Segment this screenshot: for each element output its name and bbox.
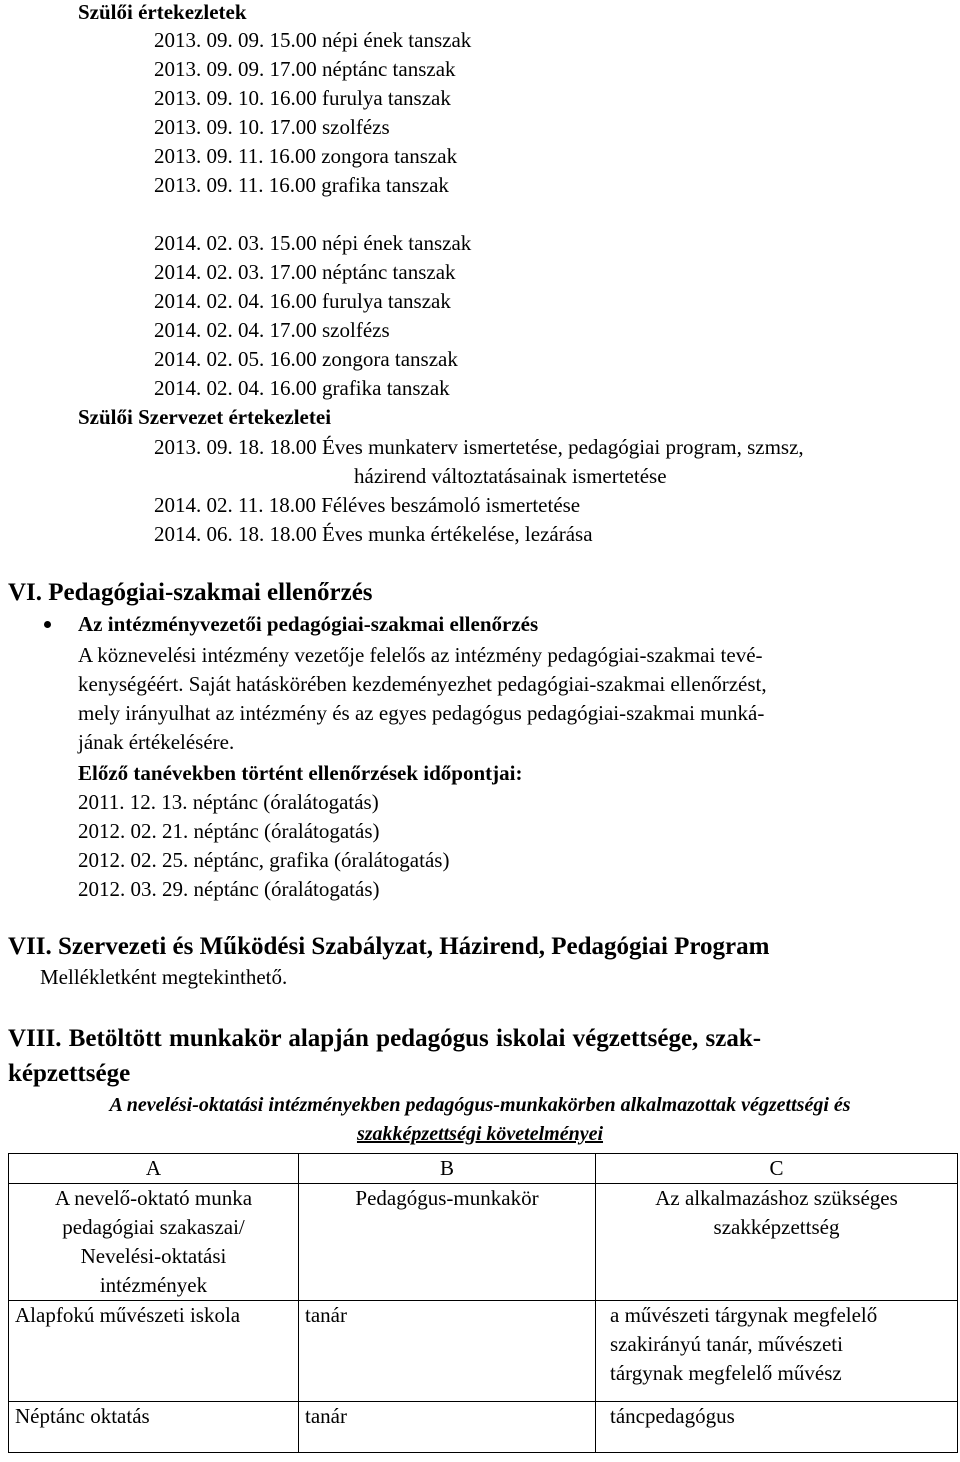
section-8-heading: VIII. Betöltött munkakör alapján pedagógus iskolai végzettsége, szak-: [8, 1025, 762, 1052]
table-cell: [299, 1184, 596, 1301]
list-item: 2013. 09. 11. 16.00 zongora tanszak: [154, 144, 458, 168]
cell-line: Az alkalmazáshoz szükséges: [655, 1186, 898, 1210]
list-item: 2012. 02. 21. néptánc (óralátogatás): [78, 819, 380, 843]
cell-line: tárgynak megfelelő művész: [610, 1361, 842, 1385]
cell-line: intézmények: [99, 1273, 208, 1297]
column-header-b: B: [299, 1154, 596, 1184]
list-item: 2013. 09. 09. 17.00 néptánc tanszak: [154, 57, 456, 81]
list-item: 2014. 02. 04. 16.00 grafika tanszak: [154, 376, 450, 400]
cell-line: Pedagógus-munkakör: [355, 1186, 539, 1210]
cell-line: táncpedagógus: [610, 1404, 735, 1428]
table-header-row: [9, 1154, 958, 1184]
list-item: 2013. 09. 09. 15.00 népi ének tanszak: [154, 28, 472, 52]
table-cell: [596, 1301, 958, 1402]
parent-organization-title: Szülői Szervezet értekezletei: [78, 405, 332, 429]
list-item: 2014. 02. 03. 17.00 néptánc tanszak: [154, 260, 456, 284]
section-7-text: Mellékletként megtekinthető.: [40, 965, 288, 989]
cell-line: szakirányú tanár, művészeti: [610, 1332, 843, 1356]
section-8-heading-continuation: képzettsége: [8, 1060, 131, 1087]
table-row: [9, 1184, 958, 1301]
table-cell: [299, 1301, 596, 1402]
list-item: 2013. 09. 11. 16.00 grafika tanszak: [154, 173, 449, 197]
list-item: 2013. 09. 10. 16.00 furulya tanszak: [154, 86, 451, 110]
column-header-c: C: [596, 1154, 958, 1184]
requirements-subtitle-continuation: szakképzettségi követelményei: [356, 1123, 604, 1145]
table-cell: [596, 1402, 958, 1453]
cell-line: tanár: [305, 1303, 347, 1327]
paragraph-line: A köznevelési intézmény vezetője felelős az intézmény pedagógiai-szakmai tevé-: [78, 643, 763, 667]
parent-meetings-title: Szülői értekezletek: [78, 0, 247, 24]
list-item: 2012. 02. 25. néptánc, grafika (óralátogatás): [78, 848, 450, 872]
previous-inspections-title: Előző tanévekben történt ellenőrzések időpontjai:: [78, 761, 523, 785]
list-item: 2014. 02. 05. 16.00 zongora tanszak: [154, 347, 458, 371]
organization-item: 2013. 09. 18. 18.00 Éves munkaterv ismertetése, pedagógiai program, szmsz,: [154, 435, 804, 459]
cell-line: Nevelési-oktatási: [80, 1244, 227, 1268]
list-item: 2013. 09. 10. 17.00 szolfézs: [154, 115, 390, 139]
cell-line: A nevelő-oktató munka: [54, 1186, 253, 1210]
list-item: 2014. 02. 04. 16.00 furulya tanszak: [154, 289, 451, 313]
bullet-icon: [44, 621, 51, 628]
table-cell: [299, 1402, 596, 1453]
paragraph-line: mely irányulhat az intézmény és az egyes pedagógus pedagógiai-szakmai munká-: [78, 701, 765, 725]
organization-item-continuation: házirend változtatásainak ismertetése: [354, 464, 667, 488]
list-item: 2014. 02. 03. 15.00 népi ének tanszak: [154, 231, 472, 255]
paragraph-line: jának értékelésére.: [78, 730, 235, 754]
list-item: 2012. 03. 29. néptánc (óralátogatás): [78, 877, 380, 901]
organization-item: 2014. 06. 18. 18.00 Éves munka értékelése, lezárása: [154, 522, 593, 546]
section-7-heading: VII. Szervezeti és Működési Szabályzat, Házirend, Pedagógiai Program: [8, 933, 770, 960]
table-cell: [9, 1402, 299, 1453]
cell-line: a művészeti tárgynak megfelelő: [610, 1303, 878, 1327]
cell-line: Alapfokú művészeti iskola: [15, 1303, 241, 1327]
section-6-bullet-title: Az intézményvezetői pedagógiai-szakmai ellenőrzés: [78, 612, 539, 636]
table-cell: [596, 1184, 958, 1301]
cell-line: Néptánc oktatás: [15, 1404, 150, 1428]
requirements-subtitle: A nevelési-oktatási intézményekben pedagógus-munkakörben alkalmazottak végzettségi és: [109, 1094, 851, 1116]
table-row: [9, 1402, 958, 1453]
requirements-table: [8, 1153, 958, 1453]
table-cell: [9, 1184, 299, 1301]
organization-item: 2014. 02. 11. 18.00 Féléves beszámoló ismertetése: [154, 493, 581, 517]
list-item: 2011. 12. 13. néptánc (óralátogatás): [78, 790, 379, 814]
requirements-subtitle-line2: [0, 1120, 960, 1149]
table-cell: [9, 1301, 299, 1402]
list-item: 2014. 02. 04. 17.00 szolfézs: [154, 318, 390, 342]
cell-line: szakképzettség: [713, 1215, 840, 1239]
table-row: [9, 1301, 958, 1402]
column-header-a: A: [9, 1154, 299, 1184]
cell-line: tanár: [305, 1404, 347, 1428]
section-6-heading: VI. Pedagógiai-szakmai ellenőrzés: [8, 579, 373, 606]
cell-line: pedagógiai szakaszai/: [62, 1215, 245, 1239]
paragraph-line: kenységéért. Saját hatáskörében kezdeményezhet pedagógiai-szakmai ellenőrzést,: [78, 672, 767, 696]
